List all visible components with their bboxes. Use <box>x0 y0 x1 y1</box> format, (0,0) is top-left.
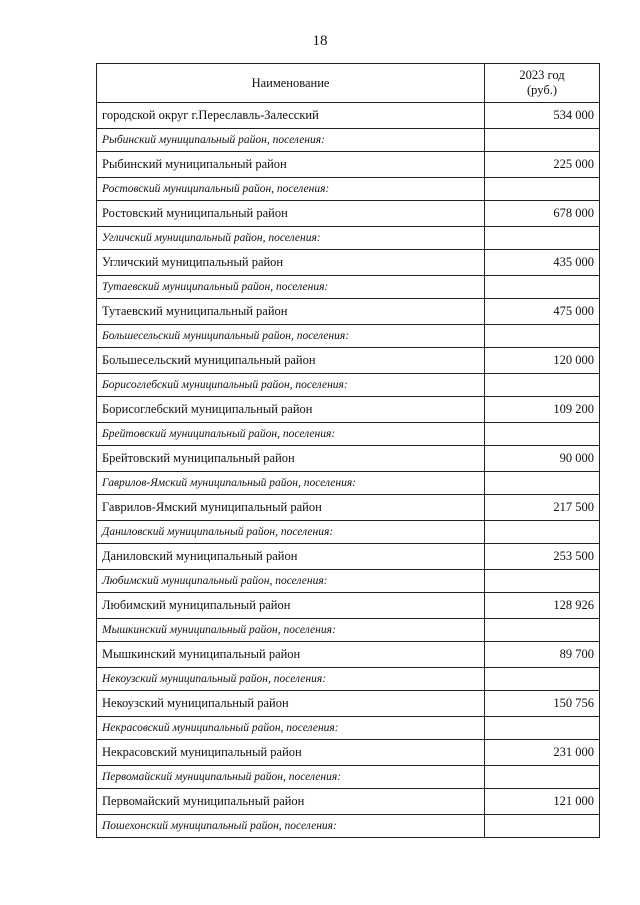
table-row <box>97 789 600 815</box>
name-cell: Первомайский муниципальный район <box>97 789 485 815</box>
name-cell: городской округ г.Переславль-Залесский <box>97 103 485 129</box>
table-header-row <box>97 64 600 103</box>
column-header-year-label: 2023 год <box>519 68 565 82</box>
table-row <box>97 495 600 521</box>
amount-cell <box>485 668 600 691</box>
amount-cell: 217 500 <box>485 495 600 521</box>
name-cell: Большесельский муниципальный район <box>97 348 485 374</box>
table-group-row <box>97 227 600 250</box>
amount-cell <box>485 276 600 299</box>
amount-cell <box>485 423 600 446</box>
amount-cell: 109 200 <box>485 397 600 423</box>
group-heading-cell: Мышкинский муниципальный район, поселения: <box>97 619 485 642</box>
name-cell: Ростовский муниципальный район <box>97 201 485 227</box>
amount-cell <box>485 815 600 838</box>
name-cell: Некоузский муниципальный район <box>97 691 485 717</box>
amount-cell: 128 926 <box>485 593 600 619</box>
amount-cell <box>485 619 600 642</box>
name-cell: Рыбинский муниципальный район <box>97 152 485 178</box>
table-row <box>97 103 600 129</box>
table-row <box>97 691 600 717</box>
table-group-row <box>97 766 600 789</box>
name-cell: Брейтовский муниципальный район <box>97 446 485 472</box>
amount-cell <box>485 472 600 495</box>
amount-cell <box>485 717 600 740</box>
table-group-row <box>97 619 600 642</box>
group-heading-cell: Большесельский муниципальный район, поселения: <box>97 325 485 348</box>
amount-cell: 534 000 <box>485 103 600 129</box>
table-body <box>97 103 600 838</box>
amount-cell <box>485 178 600 201</box>
budget-table <box>96 63 600 838</box>
name-cell: Даниловский муниципальный район <box>97 544 485 570</box>
amount-cell <box>485 227 600 250</box>
amount-cell: 475 000 <box>485 299 600 325</box>
table-group-row <box>97 472 600 495</box>
table-row <box>97 152 600 178</box>
name-cell: Угличский муниципальный район <box>97 250 485 276</box>
amount-cell: 121 000 <box>485 789 600 815</box>
name-cell: Некрасовский муниципальный район <box>97 740 485 766</box>
table-group-row <box>97 325 600 348</box>
table-row <box>97 397 600 423</box>
group-heading-cell: Брейтовский муниципальный район, поселения: <box>97 423 485 446</box>
name-cell: Мышкинский муниципальный район <box>97 642 485 668</box>
group-heading-cell: Рыбинский муниципальный район, поселения: <box>97 129 485 152</box>
table-group-row <box>97 570 600 593</box>
amount-cell <box>485 766 600 789</box>
table-row <box>97 299 600 325</box>
table-row <box>97 348 600 374</box>
group-heading-cell: Борисоглебский муниципальный район, поселения: <box>97 374 485 397</box>
table-group-row <box>97 276 600 299</box>
group-heading-cell: Гаврилов-Ямский муниципальный район, поселения: <box>97 472 485 495</box>
amount-cell <box>485 129 600 152</box>
amount-cell <box>485 521 600 544</box>
table-group-row <box>97 178 600 201</box>
table-row <box>97 446 600 472</box>
table-row <box>97 544 600 570</box>
table-group-row <box>97 129 600 152</box>
table-row <box>97 740 600 766</box>
table-row <box>97 642 600 668</box>
amount-cell <box>485 325 600 348</box>
group-heading-cell: Первомайский муниципальный район, поселения: <box>97 766 485 789</box>
amount-cell <box>485 374 600 397</box>
column-header-year <box>485 64 600 103</box>
table-row <box>97 201 600 227</box>
table-group-row <box>97 815 600 838</box>
amount-cell: 231 000 <box>485 740 600 766</box>
column-header-name: Наименование <box>97 64 485 103</box>
amount-cell: 89 700 <box>485 642 600 668</box>
group-heading-cell: Тутаевский муниципальный район, поселения: <box>97 276 485 299</box>
amount-cell: 150 756 <box>485 691 600 717</box>
amount-cell: 678 000 <box>485 201 600 227</box>
name-cell: Тутаевский муниципальный район <box>97 299 485 325</box>
group-heading-cell: Пошехонский муниципальный район, поселения: <box>97 815 485 838</box>
group-heading-cell: Ростовский муниципальный район, поселения: <box>97 178 485 201</box>
table-group-row <box>97 423 600 446</box>
table-row <box>97 250 600 276</box>
table-group-row <box>97 717 600 740</box>
group-heading-cell: Любимский муниципальный район, поселения: <box>97 570 485 593</box>
amount-cell: 435 000 <box>485 250 600 276</box>
table-group-row <box>97 374 600 397</box>
amount-cell: 225 000 <box>485 152 600 178</box>
group-heading-cell: Даниловский муниципальный район, поселения: <box>97 521 485 544</box>
amount-cell: 120 000 <box>485 348 600 374</box>
amount-cell: 90 000 <box>485 446 600 472</box>
name-cell: Любимский муниципальный район <box>97 593 485 619</box>
name-cell: Гаврилов-Ямский муниципальный район <box>97 495 485 521</box>
group-heading-cell: Некрасовский муниципальный район, поселения: <box>97 717 485 740</box>
group-heading-cell: Угличский муниципальный район, поселения: <box>97 227 485 250</box>
group-heading-cell: Некоузский муниципальный район, поселения: <box>97 668 485 691</box>
table-group-row <box>97 521 600 544</box>
name-cell: Борисоглебский муниципальный район <box>97 397 485 423</box>
amount-cell <box>485 570 600 593</box>
amount-cell: 253 500 <box>485 544 600 570</box>
column-header-unit: (руб.) <box>527 83 557 97</box>
table-row <box>97 593 600 619</box>
table-group-row <box>97 668 600 691</box>
page-number: 18 <box>312 33 328 49</box>
